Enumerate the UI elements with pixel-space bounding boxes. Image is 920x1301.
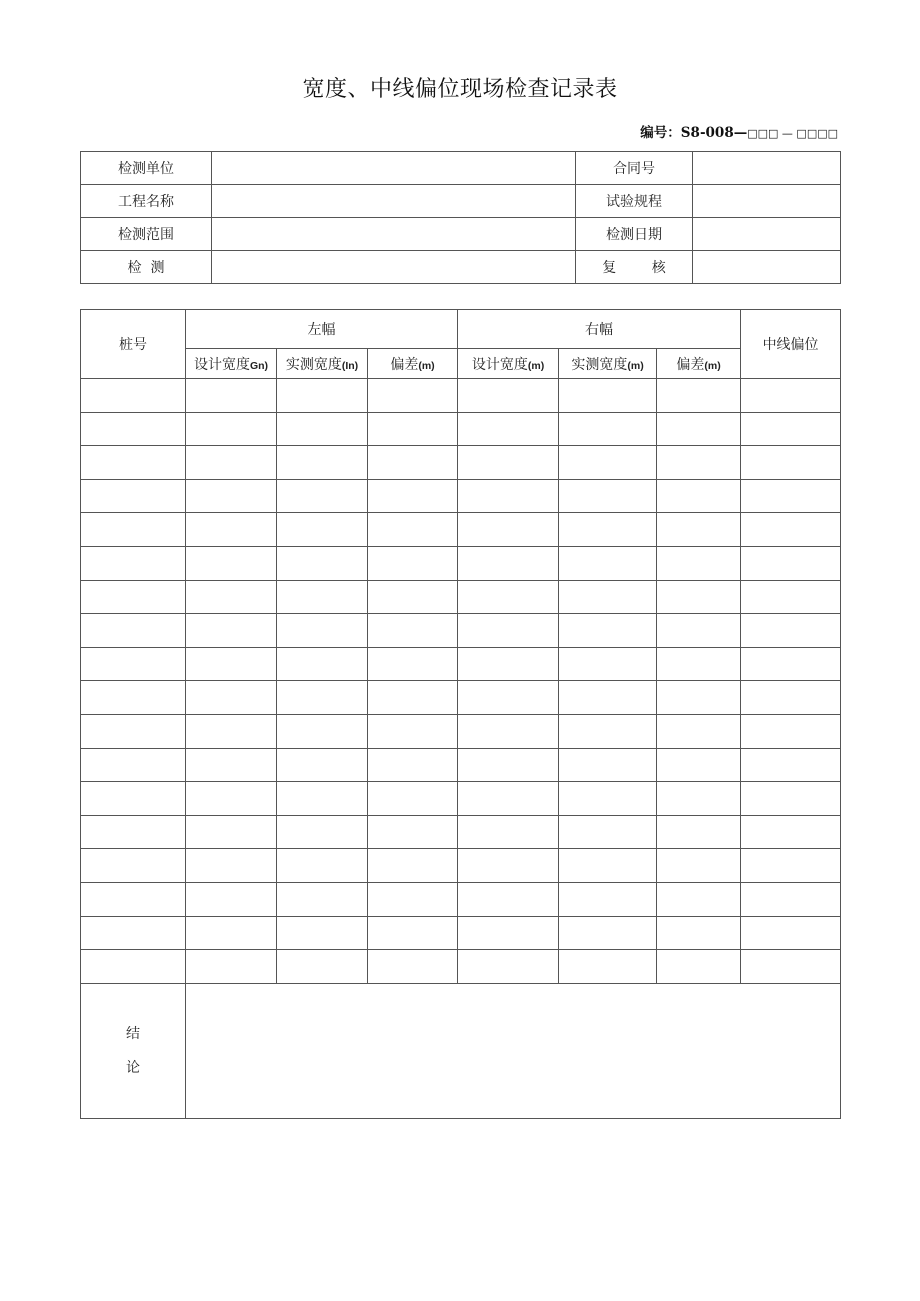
cell-left-deviation[interactable] [368, 849, 458, 883]
cell-right-deviation[interactable] [657, 950, 741, 984]
cell-left-design-width[interactable] [186, 849, 277, 883]
table-row [81, 546, 841, 580]
table-row [81, 882, 841, 916]
header-row-1 [81, 310, 841, 349]
cell-right-design-width[interactable] [458, 748, 559, 782]
header-left-measured-width-text: 实测宽度 [285, 356, 342, 373]
cell-left-measured-width[interactable] [277, 882, 368, 916]
cell-left-measured-width[interactable] [277, 849, 368, 883]
cell-station[interactable] [81, 513, 186, 547]
cell-right-deviation[interactable] [657, 849, 741, 883]
cell-right-deviation[interactable] [657, 882, 741, 916]
cell-right-deviation[interactable] [657, 379, 741, 413]
cell-right-deviation[interactable] [657, 412, 741, 446]
cell-left-design-width[interactable] [186, 950, 277, 984]
cell-centerline-offset[interactable] [741, 950, 841, 984]
cell-right-design-width[interactable] [458, 916, 559, 950]
cell-left-design-width[interactable] [186, 513, 277, 547]
table-row [81, 647, 841, 681]
cell-right-design-width[interactable] [458, 412, 559, 446]
cell-right-measured-width[interactable] [559, 849, 657, 883]
cell-centerline-offset[interactable] [741, 882, 841, 916]
doc-number-label: 编号： [640, 125, 681, 141]
table-row [81, 379, 841, 413]
cell-right-deviation[interactable] [657, 513, 741, 547]
header-left-design-width [186, 349, 277, 379]
header-right-width: 右幅 [458, 310, 741, 349]
cell-centerline-offset[interactable] [741, 479, 841, 513]
cell-right-measured-width[interactable] [559, 815, 657, 849]
cell-right-design-width[interactable] [458, 950, 559, 984]
cell-station[interactable] [81, 412, 186, 446]
cell-right-deviation[interactable] [657, 580, 741, 614]
cell-centerline-offset[interactable] [741, 580, 841, 614]
cell-left-design-width[interactable] [186, 479, 277, 513]
info-row-testing-scope [81, 218, 841, 251]
cell-right-design-width[interactable] [458, 681, 559, 715]
cell-right-deviation[interactable] [657, 479, 741, 513]
cell-left-design-width[interactable] [186, 882, 277, 916]
field-test-procedure[interactable] [693, 185, 841, 218]
cell-station[interactable] [81, 782, 186, 816]
header-left-deviation-text: 偏差 [390, 356, 419, 373]
conclusion-label [81, 983, 186, 1118]
label-tester: 检 测 [81, 251, 212, 284]
conclusion-label-line1: 结 [126, 1025, 140, 1042]
cell-left-measured-width[interactable] [277, 580, 368, 614]
conclusion-field[interactable] [186, 983, 841, 1118]
cell-left-deviation[interactable] [368, 546, 458, 580]
header-left-deviation [368, 349, 458, 379]
cell-station[interactable] [81, 950, 186, 984]
cell-right-design-width[interactable] [458, 714, 559, 748]
cell-right-design-width[interactable] [458, 546, 559, 580]
cell-right-deviation[interactable] [657, 815, 741, 849]
cell-left-deviation[interactable] [368, 882, 458, 916]
field-testing-date[interactable] [693, 218, 841, 251]
cell-left-deviation[interactable] [368, 916, 458, 950]
cell-centerline-offset[interactable] [741, 379, 841, 413]
cell-left-design-width[interactable] [186, 379, 277, 413]
cell-right-measured-width[interactable] [559, 513, 657, 547]
cell-left-measured-width[interactable] [277, 950, 368, 984]
cell-left-design-width[interactable] [186, 546, 277, 580]
header-left-design-width-text: 设计宽度 [193, 356, 250, 373]
cell-left-deviation[interactable] [368, 479, 458, 513]
cell-right-design-width[interactable] [458, 849, 559, 883]
doc-number-placeholder-a: □□□ [747, 127, 779, 140]
table-row [81, 849, 841, 883]
cell-right-measured-width[interactable] [559, 647, 657, 681]
cell-right-measured-width[interactable] [559, 681, 657, 715]
cell-centerline-offset[interactable] [741, 446, 841, 480]
doc-number-placeholder-b: □□□□ [796, 127, 838, 140]
table-row [81, 714, 841, 748]
info-row-project-name [81, 185, 841, 218]
cell-right-measured-width[interactable] [559, 748, 657, 782]
field-tester[interactable] [212, 251, 576, 284]
table-row [81, 916, 841, 950]
table-row [81, 412, 841, 446]
cell-station[interactable] [81, 614, 186, 648]
cell-right-measured-width[interactable] [559, 782, 657, 816]
cell-station[interactable] [81, 815, 186, 849]
header-left-width: 左幅 [186, 310, 458, 349]
cell-right-deviation[interactable] [657, 614, 741, 648]
cell-right-measured-width[interactable] [559, 614, 657, 648]
cell-left-deviation[interactable] [368, 950, 458, 984]
cell-station[interactable] [81, 681, 186, 715]
cell-right-design-width[interactable] [458, 815, 559, 849]
cell-left-deviation[interactable] [368, 748, 458, 782]
page-title: 宽度、中线偏位现场检查记录表 [302, 77, 618, 102]
header-station: 桩号 [81, 310, 186, 379]
label-test-procedure: 试验规程 [576, 185, 693, 218]
table-row [81, 748, 841, 782]
table-row [81, 513, 841, 547]
cell-right-deviation[interactable] [657, 681, 741, 715]
cell-station[interactable] [81, 647, 186, 681]
header-centerline-offset: 中线偏位 [741, 310, 841, 379]
header-right-design-width-text: 设计宽度 [471, 356, 528, 373]
cell-left-measured-width[interactable] [277, 614, 368, 648]
table-row [81, 614, 841, 648]
cell-left-measured-width[interactable] [277, 815, 368, 849]
cell-left-deviation[interactable] [368, 782, 458, 816]
cell-left-deviation[interactable] [368, 580, 458, 614]
cell-left-design-width[interactable] [186, 446, 277, 480]
field-project-name[interactable] [212, 185, 576, 218]
header-left-measured-width [277, 349, 368, 379]
cell-left-design-width[interactable] [186, 815, 277, 849]
header-right-design-width [458, 349, 559, 379]
table-row [81, 815, 841, 849]
table-row [81, 580, 841, 614]
cell-station[interactable] [81, 546, 186, 580]
cell-left-measured-width[interactable] [277, 916, 368, 950]
cell-left-deviation[interactable] [368, 647, 458, 681]
cell-right-deviation[interactable] [657, 446, 741, 480]
cell-station[interactable] [81, 849, 186, 883]
cell-centerline-offset[interactable] [741, 681, 841, 715]
inspection-table [80, 309, 841, 1119]
cell-left-deviation[interactable] [368, 614, 458, 648]
cell-left-design-width[interactable] [186, 916, 277, 950]
cell-centerline-offset[interactable] [741, 748, 841, 782]
cell-station[interactable] [81, 714, 186, 748]
label-testing-date: 检测日期 [576, 218, 693, 251]
label-testing-unit: 检测单位 [81, 152, 212, 185]
cell-right-design-width[interactable] [458, 580, 559, 614]
cell-right-measured-width[interactable] [559, 580, 657, 614]
cell-left-design-width[interactable] [186, 681, 277, 715]
header-right-measured-width-text: 实测宽度 [571, 356, 628, 373]
header-right-deviation [657, 349, 741, 379]
cell-centerline-offset[interactable] [741, 647, 841, 681]
cell-right-deviation[interactable] [657, 714, 741, 748]
cell-right-measured-width[interactable] [559, 479, 657, 513]
cell-station[interactable] [81, 379, 186, 413]
cell-left-design-width[interactable] [186, 714, 277, 748]
cell-right-deviation[interactable] [657, 916, 741, 950]
cell-left-deviation[interactable] [368, 446, 458, 480]
cell-right-design-width[interactable] [458, 446, 559, 480]
cell-right-design-width[interactable] [458, 782, 559, 816]
conclusion-row [81, 983, 841, 1118]
table-row [81, 782, 841, 816]
header-left-design-width-unit: Gn) [249, 359, 269, 372]
cell-left-deviation[interactable] [368, 412, 458, 446]
cell-left-design-width[interactable] [186, 748, 277, 782]
header-right-design-width-unit: (m) [527, 359, 545, 372]
label-reviewer: 复 核 [576, 251, 693, 284]
header-left-deviation-unit: (m) [418, 359, 435, 372]
cell-station[interactable] [81, 916, 186, 950]
label-project-name: 工程名称 [81, 185, 212, 218]
header-left-measured-width-unit: (In) [341, 359, 359, 372]
info-table [80, 151, 841, 284]
cell-right-deviation[interactable] [657, 647, 741, 681]
cell-left-measured-width[interactable] [277, 546, 368, 580]
cell-left-deviation[interactable] [368, 815, 458, 849]
header-right-measured-width-unit: (m) [627, 359, 644, 372]
cell-station[interactable] [81, 748, 186, 782]
cell-left-design-width[interactable] [186, 580, 277, 614]
cell-left-measured-width[interactable] [277, 379, 368, 413]
cell-left-deviation[interactable] [368, 513, 458, 547]
cell-centerline-offset[interactable] [741, 546, 841, 580]
document-number [640, 121, 838, 141]
cell-right-measured-width[interactable] [559, 882, 657, 916]
cell-right-design-width[interactable] [458, 379, 559, 413]
cell-right-measured-width[interactable] [559, 446, 657, 480]
cell-left-measured-width[interactable] [277, 412, 368, 446]
cell-right-measured-width[interactable] [559, 412, 657, 446]
field-reviewer[interactable] [693, 251, 841, 284]
conclusion-label-line2: 论 [126, 1059, 140, 1076]
field-contract-number[interactable] [693, 152, 841, 185]
cell-left-design-width[interactable] [186, 647, 277, 681]
cell-left-measured-width[interactable] [277, 748, 368, 782]
cell-right-measured-width[interactable] [559, 714, 657, 748]
table-row [81, 950, 841, 984]
header-right-deviation-unit: (m) [704, 359, 721, 372]
cell-left-design-width[interactable] [186, 782, 277, 816]
cell-centerline-offset[interactable] [741, 614, 841, 648]
cell-station[interactable] [81, 882, 186, 916]
cell-station[interactable] [81, 580, 186, 614]
cell-right-design-width[interactable] [458, 614, 559, 648]
cell-left-measured-width[interactable] [277, 782, 368, 816]
doc-number-code: S8-008— [680, 125, 748, 141]
cell-left-measured-width[interactable] [277, 446, 368, 480]
info-row-tester [81, 251, 841, 284]
cell-left-measured-width[interactable] [277, 513, 368, 547]
cell-left-measured-width[interactable] [277, 479, 368, 513]
cell-centerline-offset[interactable] [741, 916, 841, 950]
cell-right-design-width[interactable] [458, 513, 559, 547]
cell-centerline-offset[interactable] [741, 782, 841, 816]
cell-left-deviation[interactable] [368, 681, 458, 715]
cell-left-design-width[interactable] [186, 614, 277, 648]
header-right-measured-width [559, 349, 657, 379]
header-row-2 [81, 349, 841, 379]
cell-station[interactable] [81, 479, 186, 513]
table-row [81, 479, 841, 513]
cell-right-deviation[interactable] [657, 546, 741, 580]
cell-left-measured-width[interactable] [277, 714, 368, 748]
cell-left-deviation[interactable] [368, 379, 458, 413]
cell-right-measured-width[interactable] [559, 950, 657, 984]
cell-left-measured-width[interactable] [277, 647, 368, 681]
cell-right-measured-width[interactable] [559, 546, 657, 580]
cell-centerline-offset[interactable] [741, 815, 841, 849]
field-testing-scope[interactable] [212, 218, 576, 251]
label-contract-number: 合同号 [576, 152, 693, 185]
cell-right-measured-width[interactable] [559, 916, 657, 950]
cell-right-design-width[interactable] [458, 647, 559, 681]
cell-left-measured-width[interactable] [277, 681, 368, 715]
cell-centerline-offset[interactable] [741, 849, 841, 883]
cell-centerline-offset[interactable] [741, 513, 841, 547]
cell-right-measured-width[interactable] [559, 379, 657, 413]
cell-centerline-offset[interactable] [741, 412, 841, 446]
cell-right-design-width[interactable] [458, 479, 559, 513]
cell-right-deviation[interactable] [657, 748, 741, 782]
cell-left-design-width[interactable] [186, 412, 277, 446]
cell-right-deviation[interactable] [657, 782, 741, 816]
table-row [81, 681, 841, 715]
cell-right-design-width[interactable] [458, 882, 559, 916]
label-testing-scope: 检测范围 [81, 218, 212, 251]
doc-number-dash: — [778, 127, 797, 140]
header-right-deviation-text: 偏差 [676, 356, 705, 373]
cell-centerline-offset[interactable] [741, 714, 841, 748]
cell-station[interactable] [81, 446, 186, 480]
field-testing-unit[interactable] [212, 152, 576, 185]
info-row-testing-unit [81, 152, 841, 185]
table-row [81, 446, 841, 480]
cell-left-deviation[interactable] [368, 714, 458, 748]
